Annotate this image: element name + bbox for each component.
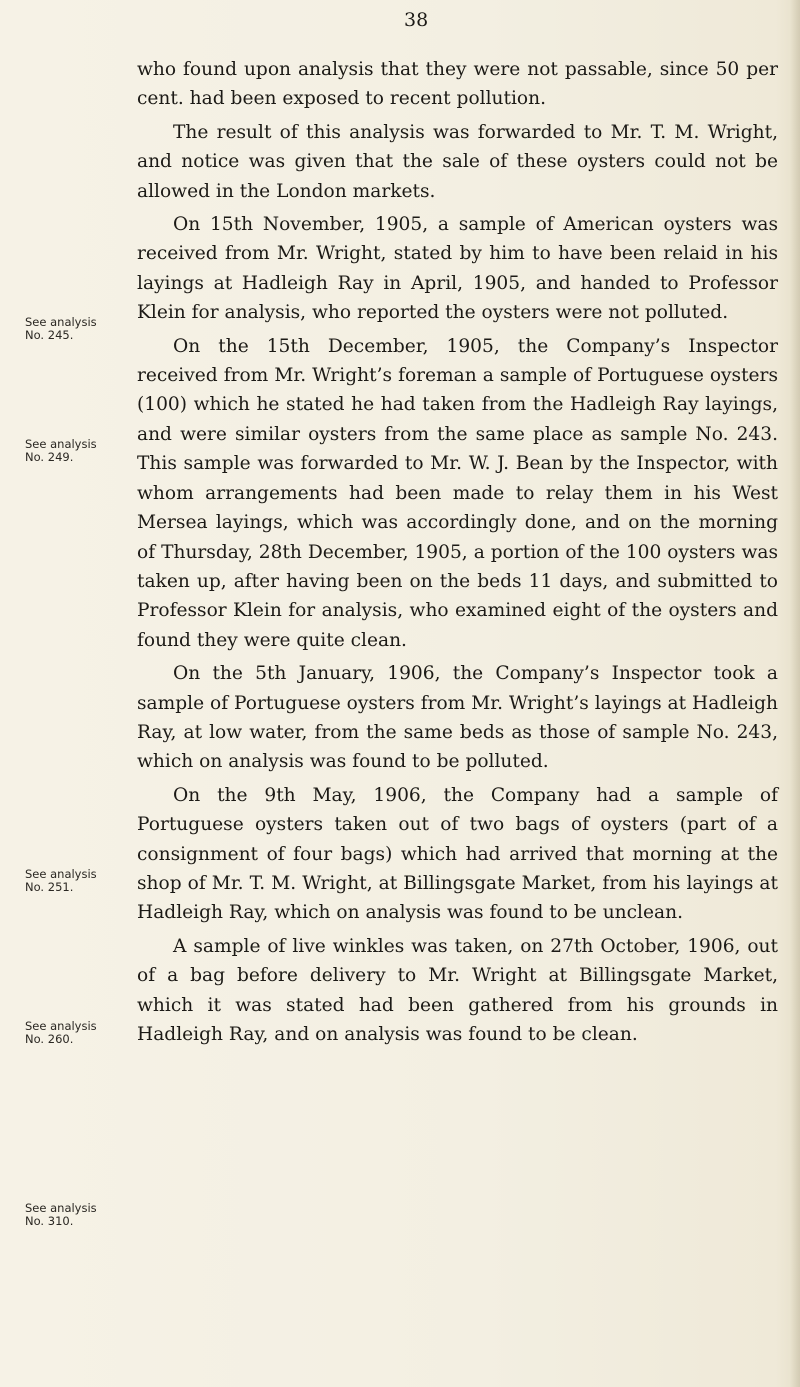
margin-note-line: No. 260. [25,1032,74,1046]
margin-note-line: See analysis [25,315,97,329]
paragraph: A sample of live winkles was taken, on 27th October, 1906, out of a bag before delivery to Mr. Wright at Billingsgate Market, which it was stated had been gathered from his grounds in Hadleigh Ray, and on analysis was found to be clean. [137,935,778,1045]
margin-note-line: See analysis [25,1019,97,1033]
page-number: 38 [404,9,429,31]
margin-note [25,316,109,342]
paragraph: On the 9th May, 1906, the Company had a sample of Portuguese oysters taken out of two bags of oysters (part of a consignment of four bags) which had arrived that morning at the shop of Mr. T. M. Wright, at Billingsgate Market, from his layings at Hadleigh Ray, which on analysis was found to be unclean. [137,784,778,924]
body-text [137,55,778,1049]
paragraph: who found upon analysis that they were not passable, since 50 per cent. had been exposed to recent pollution. [137,59,778,110]
margin-note [25,1020,109,1046]
margin-note [25,868,109,894]
margin-note-line: No. 249. [25,450,74,464]
margin-note-line: See analysis [25,1201,97,1215]
paragraph: On the 15th December, 1905, the Company’s Inspector received from Mr. Wright’s foreman a sample of Portuguese oysters (100) which he stated he had taken from the Hadleigh Ray layings, and were similar oysters from the same place as sample No. 243. This sample was forwarded to Mr. W. J. Bean by the Inspector, with whom arrangements had been made to relay them in his West Mersea layings, which was accordingly done, and on the morning of Thursday, 28th December, 1905, a portion of the 100 oysters was taken up, after having been on the beds 11 days, and submitted to Professor Klein for analysis, who examined eight of the oysters and found they were quite clean. [137,335,778,651]
margin-note-line: No. 245. [25,328,74,342]
paragraph: On 15th November, 1905, a sample of American oysters was received from Mr. Wright, stated by him to have been relaid in his layings at Hadleigh Ray in April, 1905, and handed to Professor Klein for analysis, who reported the oysters were not polluted. [137,214,778,324]
paragraph: On the 5th January, 1906, the Company’s Inspector took a sample of Portuguese oysters from Mr. Wright’s layings at Hadleigh Ray, at low water, from the same beds as those of sample No. 243, which on analysis was found to be polluted. [137,663,778,773]
margin-note-line: See analysis [25,437,97,451]
margin-note [25,1202,109,1228]
margin-note [25,438,109,464]
margin-note-line: See analysis [25,867,97,881]
paragraph: The result of this analysis was forwarded to Mr. T. M. Wright, and notice was given that the sale of these oysters could not be allowed in the London markets. [137,121,778,202]
margin-note-line: No. 310. [25,1214,74,1228]
page-edge-shadow [790,0,800,1387]
margin-note-line: No. 251. [25,880,74,894]
